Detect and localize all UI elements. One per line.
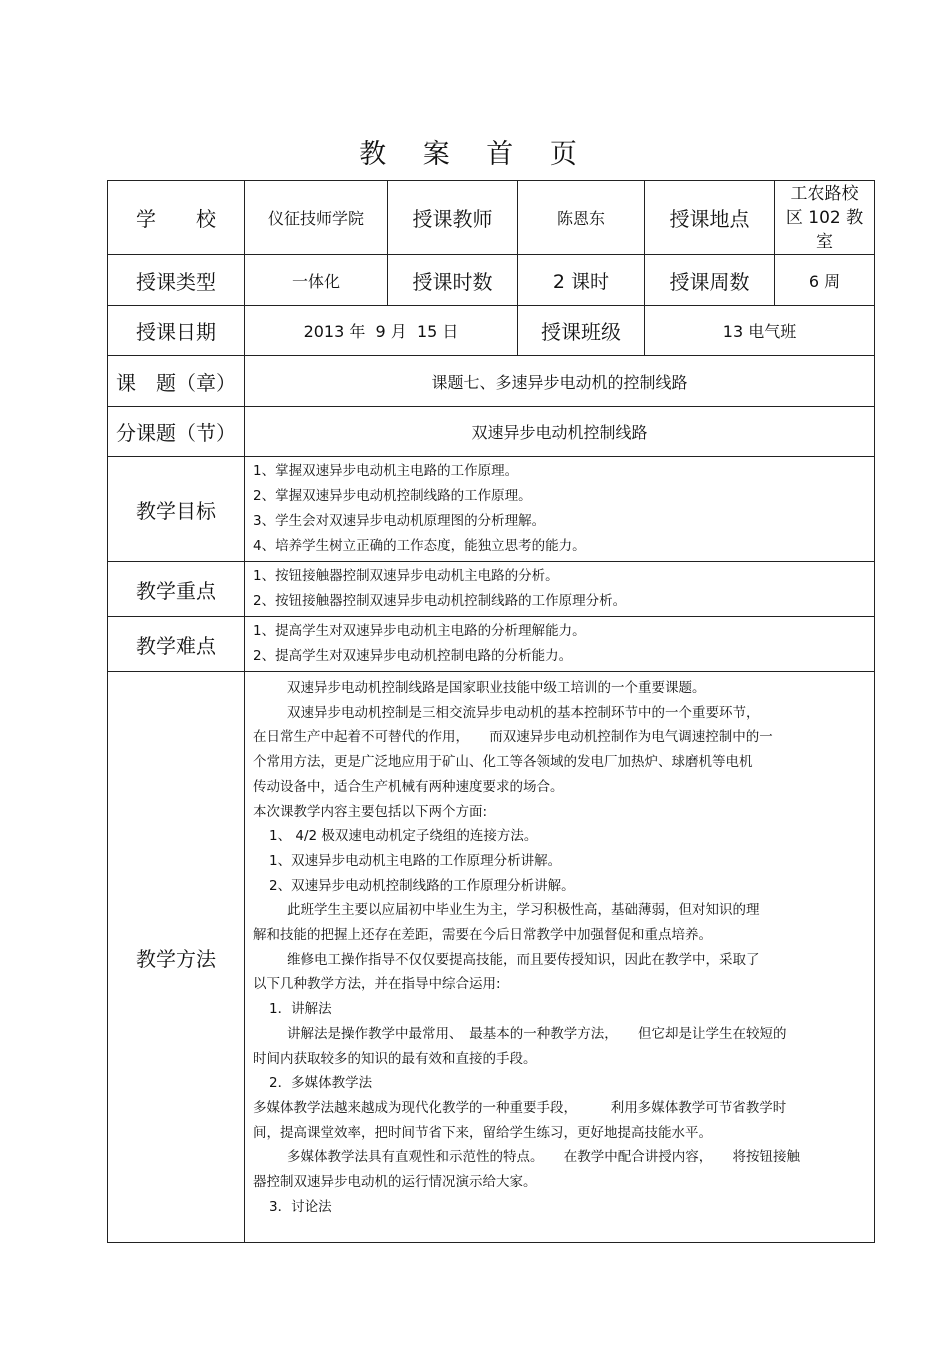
list-item: 1、提高学生对双速异步电动机主电路的分析理解能力。: [253, 623, 586, 639]
method-line: 器控制双速异步电动机的运行情况演示给大家。: [253, 1174, 537, 1191]
date-label: 授课日期: [108, 306, 245, 356]
row-difficulties: [108, 617, 875, 672]
location-line: 工农路校: [790, 183, 859, 204]
keypoints-label: 教学重点: [108, 562, 245, 617]
row-methods: [108, 672, 875, 1243]
weeks-label: 授课周数: [645, 255, 775, 306]
method-line: 以下几种教学方法，并在指导中综合运用:: [253, 976, 501, 993]
method-line: 多媒体教学法越来越成为现代化教学的一种重要手段， 利用多媒体教学可节省教学时: [253, 1099, 787, 1116]
method-line: 解和技能的把握上还存在差距，需要在今后日常教学中加强督促和重点培养。: [253, 927, 712, 944]
section-label: 分课题（节）: [108, 407, 245, 457]
teacher-label: 授课教师: [388, 181, 518, 255]
method-line: 传动设备中，适合生产机械有两种速度要求的场合。: [253, 778, 564, 795]
row-keypoints: [108, 562, 875, 617]
section-value: 双速异步电动机控制线路: [245, 407, 875, 457]
teacher-value: 陈恩东: [518, 181, 645, 255]
list-item: 1、掌握双速异步电动机主电路的工作原理。: [253, 463, 519, 479]
method-line: 2．多媒体教学法: [269, 1075, 373, 1092]
method-line: 时间内获取较多的知识的最有效和直接的手段。: [253, 1050, 537, 1067]
location-line: 室: [816, 231, 833, 252]
hours-label: 授课时数: [388, 255, 518, 306]
date-value: 2013 年 9 月 15 日: [245, 306, 518, 356]
list-item: 3、学生会对双速异步电动机原理图的分析理解。: [253, 513, 546, 529]
list-item: 1、按钮接触器控制双速异步电动机主电路的分析。: [253, 568, 559, 584]
method-line: 2、双速异步电动机控制线路的工作原理分析讲解。: [269, 877, 575, 894]
row-date: [108, 306, 875, 356]
row-chapter: [108, 356, 875, 407]
row-type: [108, 255, 875, 306]
method-line: 此班学生主要以应届初中毕业生为主，学习积极性高，基础薄弱，但对知识的理: [287, 902, 760, 919]
location-value: [775, 181, 875, 255]
difficulties-label: 教学难点: [108, 617, 245, 672]
difficulties-list: [245, 617, 875, 672]
school-label: 学 校: [108, 181, 245, 255]
page-title: 教 案 首 页: [359, 139, 591, 170]
school-value: 仪征技师学院: [245, 181, 388, 255]
method-line: 双速异步电动机控制线路是国家职业技能中级工培训的一个重要课题。: [287, 680, 706, 696]
type-label: 授课类型: [108, 255, 245, 306]
method-line: 间，提高课堂效率，把时间节省下来，留给学生练习，更好地提高技能水平。: [253, 1124, 712, 1141]
method-line: 多媒体教学法具有直观性和示范性的特点。 在教学中配合讲授内容， 将按钮接触: [287, 1149, 800, 1166]
list-item: 2、按钮接触器控制双速异步电动机控制线路的工作原理分析。: [253, 593, 627, 609]
row-objectives: [108, 457, 875, 562]
method-line: 3．讨论法: [269, 1198, 332, 1215]
methods-body: [245, 672, 875, 1243]
objectives-list: [245, 457, 875, 562]
method-line: 个常用方法，更是广泛地应用于矿山、化工等各领域的发电厂加热炉、球磨机等电机: [253, 754, 753, 771]
method-line: 本次课教学内容主要包括以下两个方面:: [253, 803, 488, 820]
row-section: [108, 407, 875, 457]
chapter-value: 课题七、多速异步电动机的控制线路: [245, 356, 875, 407]
list-item: 2、提高学生对双速异步电动机控制电路的分析能力。: [253, 648, 573, 664]
objectives-label: 教学目标: [108, 457, 245, 562]
method-line: 双速异步电动机控制是三相交流异步电动机的基本控制环节中的一个重要环节，: [287, 704, 760, 721]
location-label: 授课地点: [645, 181, 775, 255]
method-line: 在日常生产中起着不可替代的作用， 而双速异步电动机控制作为电气调速控制中的一: [253, 729, 773, 746]
type-value: 一体化: [245, 255, 388, 306]
method-line: 维修电工操作指导不仅仅要提高技能，而且要传授知识，因此在教学中，采取了: [287, 951, 760, 968]
methods-label: 教学方法: [108, 672, 245, 1243]
lesson-plan-table: [107, 180, 875, 1243]
method-line: 1、 4/2 极双速电动机定子绕组的连接方法。: [269, 828, 538, 845]
class-value: 13 电气班: [645, 306, 875, 356]
hours-value: 2 课时: [518, 255, 645, 306]
list-item: 4、培养学生树立正确的工作态度，能独立思考的能力。: [253, 538, 586, 554]
location-line: 区 102 教: [785, 207, 864, 228]
method-line: 讲解法是操作教学中最常用、 最基本的一种教学方法， 但它却是让学生在较短的: [287, 1025, 787, 1042]
row-school: [108, 181, 875, 255]
weeks-value: 6 周: [775, 255, 875, 306]
method-line: 1．讲解法: [269, 1001, 332, 1018]
method-line: 1、双速异步电动机主电路的工作原理分析讲解。: [269, 852, 562, 869]
chapter-label: 课 题（章）: [108, 356, 245, 407]
list-item: 2、掌握双速异步电动机控制线路的工作原理。: [253, 488, 532, 504]
class-label: 授课班级: [518, 306, 645, 356]
keypoints-list: [245, 562, 875, 617]
